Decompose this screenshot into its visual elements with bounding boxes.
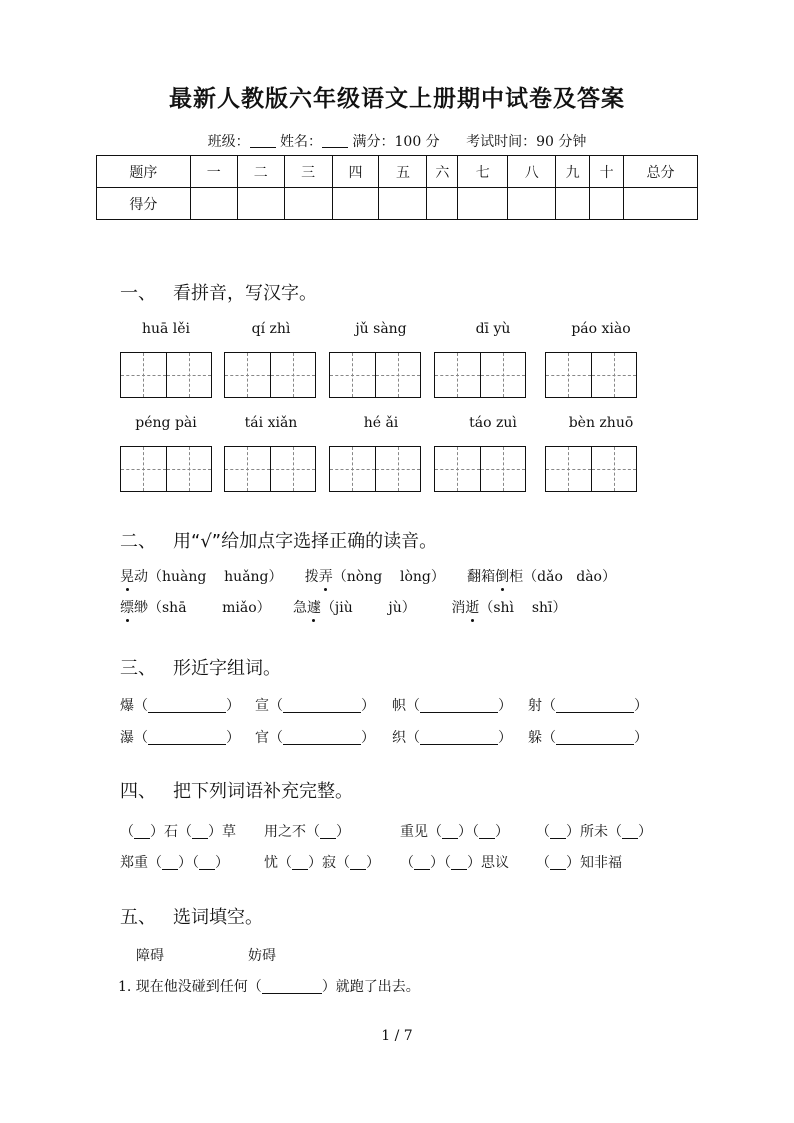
word-choice: 障碍 <box>136 948 164 964</box>
section-number: 四、 <box>120 781 156 802</box>
idiom-item: 重见（ ）（ ） <box>400 824 509 840</box>
dotted-char: 缥 <box>120 597 134 617</box>
answer-blank[interactable] <box>622 824 638 839</box>
exam-time-label: 考试时间：90 分钟 <box>466 134 587 150</box>
page-title: 最新人教版六年级语文上册期中试卷及答案 <box>169 86 625 112</box>
answer-blank[interactable] <box>350 855 366 870</box>
section-number: 一、 <box>120 283 156 304</box>
section-title: 用“√”给加点字选择正确的读音。 <box>173 531 438 552</box>
name-blank <box>322 134 348 148</box>
header-cell: 四 <box>332 156 379 188</box>
dotted-char: 弄 <box>319 566 333 586</box>
header-cell: 六 <box>427 156 458 188</box>
character-writing-grid[interactable] <box>120 446 212 492</box>
section-number: 五、 <box>120 907 156 928</box>
pinyin-label: jǔ sàng <box>355 321 407 337</box>
character-writing-grid[interactable] <box>434 446 526 492</box>
header-cell: 二 <box>237 156 284 188</box>
class-label: 班级： <box>207 134 250 150</box>
character-writing-grid[interactable] <box>224 352 316 398</box>
dotted-char: 晃 <box>120 566 134 586</box>
character-writing-grid[interactable] <box>224 446 316 492</box>
header-cell: 总分 <box>624 156 698 188</box>
header-cell: 一 <box>190 156 237 188</box>
full-score-label: 满分：100 分 <box>352 134 440 150</box>
pinyin-label: táo zuì <box>469 415 517 431</box>
pinyin-label: dī yù <box>475 321 511 337</box>
score-table-header-row <box>97 156 698 188</box>
dotted-char: 遽 <box>307 597 321 617</box>
character-writing-grid[interactable] <box>545 352 637 398</box>
character-writing-grid[interactable] <box>434 352 526 398</box>
pinyin-label: hé ǎi <box>363 415 399 431</box>
answer-blank[interactable] <box>162 855 178 870</box>
question-1: 1. 现在他没碰到任何（ ）就跑了出去。 <box>118 979 420 995</box>
pronunciation-line-1: 晃动（huàng huǎng） 拨弄（nòng lòng） 翻箱倒柜（dǎo dào） <box>120 566 616 586</box>
class-blank <box>250 134 276 148</box>
dotted-char: 逝 <box>465 597 479 617</box>
pinyin-label: huā lěi <box>141 321 191 337</box>
score-cell[interactable] <box>332 188 379 220</box>
header-cell: 九 <box>556 156 590 188</box>
score-cell[interactable] <box>427 188 458 220</box>
name-label: 姓名： <box>280 134 323 150</box>
section-5-heading <box>120 903 263 929</box>
header-cell: 十 <box>590 156 624 188</box>
section-3-heading <box>120 654 281 680</box>
score-cell[interactable] <box>624 188 698 220</box>
answer-blank[interactable] <box>556 730 634 745</box>
answer-blank[interactable] <box>148 698 226 713</box>
answer-blank[interactable] <box>414 855 430 870</box>
section-title: 把下列词语补充完整。 <box>173 781 353 802</box>
page-number: 1 / 7 <box>381 1028 413 1044</box>
answer-blank[interactable] <box>199 855 215 870</box>
idiom-item: 郑重（ ）（ ） <box>120 855 229 871</box>
character-writing-grid[interactable] <box>329 446 421 492</box>
word-choice: 妨碍 <box>248 948 276 964</box>
answer-blank[interactable] <box>420 698 498 713</box>
header-cell: 五 <box>379 156 427 188</box>
idiom-item: （ ）所未（ ） <box>536 824 652 840</box>
section-1-heading <box>120 279 317 305</box>
answer-blank[interactable] <box>134 824 150 839</box>
character-writing-grid[interactable] <box>545 446 637 492</box>
word-group-item: 帜（ ） <box>392 698 512 714</box>
dotted-char: 倒 <box>495 566 509 586</box>
answer-blank[interactable] <box>451 855 467 870</box>
idiom-item: （ ）（ ）思议 <box>400 855 509 871</box>
answer-blank[interactable] <box>420 730 498 745</box>
section-4-heading <box>120 777 353 803</box>
idiom-item: （ ）知非福 <box>536 855 622 871</box>
word-group-item: 织（ ） <box>392 730 512 746</box>
header-cell: 三 <box>284 156 332 188</box>
score-cell[interactable] <box>190 188 237 220</box>
header-cell: 七 <box>458 156 508 188</box>
section-number: 二、 <box>120 531 156 552</box>
word-group-item: 宣（ ） <box>255 698 375 714</box>
section-2-heading <box>120 527 437 553</box>
character-writing-grid[interactable] <box>120 352 212 398</box>
answer-blank[interactable] <box>479 824 495 839</box>
score-cell[interactable] <box>458 188 508 220</box>
answer-blank[interactable] <box>148 730 226 745</box>
answer-blank[interactable] <box>292 855 308 870</box>
answer-blank[interactable] <box>192 824 208 839</box>
answer-blank[interactable] <box>262 979 322 994</box>
idiom-item: 用之不（ ） <box>264 824 350 840</box>
header-cell: 题序 <box>97 156 191 188</box>
answer-blank[interactable] <box>283 730 361 745</box>
word-group-item: 爆（ ） <box>120 698 240 714</box>
score-table <box>96 155 698 220</box>
pronunciation-line-2: 缥缈（shā miǎo） 急遽（jiù jù） 消逝（shì shī） <box>120 597 567 617</box>
pinyin-label: bèn zhuō <box>568 415 634 431</box>
answer-blank[interactable] <box>283 698 361 713</box>
score-cell[interactable] <box>508 188 556 220</box>
score-cell[interactable] <box>556 188 590 220</box>
score-cell[interactable] <box>379 188 427 220</box>
section-number: 三、 <box>120 658 156 679</box>
word-group-item: 官（ ） <box>255 730 375 746</box>
word-group-item: 射（ ） <box>528 698 648 714</box>
score-row-label: 得分 <box>97 188 191 220</box>
score-cell[interactable] <box>590 188 624 220</box>
answer-blank[interactable] <box>550 855 566 870</box>
section-title: 形近字组词。 <box>173 658 281 679</box>
exam-info-line <box>0 131 794 151</box>
idiom-item: （ ）石（ ）草 <box>120 824 236 840</box>
score-table-score-row <box>97 188 698 220</box>
section-title: 选词填空。 <box>173 907 263 928</box>
word-group-item: 瀑（ ） <box>120 730 240 746</box>
pinyin-label: tái xiǎn <box>244 415 298 431</box>
pinyin-label: qí zhì <box>251 321 291 337</box>
section-title: 看拼音，写汉字。 <box>173 283 317 304</box>
answer-blank[interactable] <box>556 698 634 713</box>
score-cell[interactable] <box>284 188 332 220</box>
idiom-item: 忧（ ）寂（ ） <box>264 855 380 871</box>
header-cell: 八 <box>508 156 556 188</box>
answer-blank[interactable] <box>320 824 336 839</box>
score-cell[interactable] <box>237 188 284 220</box>
word-group-item: 躲（ ） <box>528 730 648 746</box>
character-writing-grid[interactable] <box>329 352 421 398</box>
answer-blank[interactable] <box>550 824 566 839</box>
pinyin-label: péng pài <box>135 415 197 431</box>
answer-blank[interactable] <box>442 824 458 839</box>
pinyin-label: páo xiào <box>571 321 631 337</box>
